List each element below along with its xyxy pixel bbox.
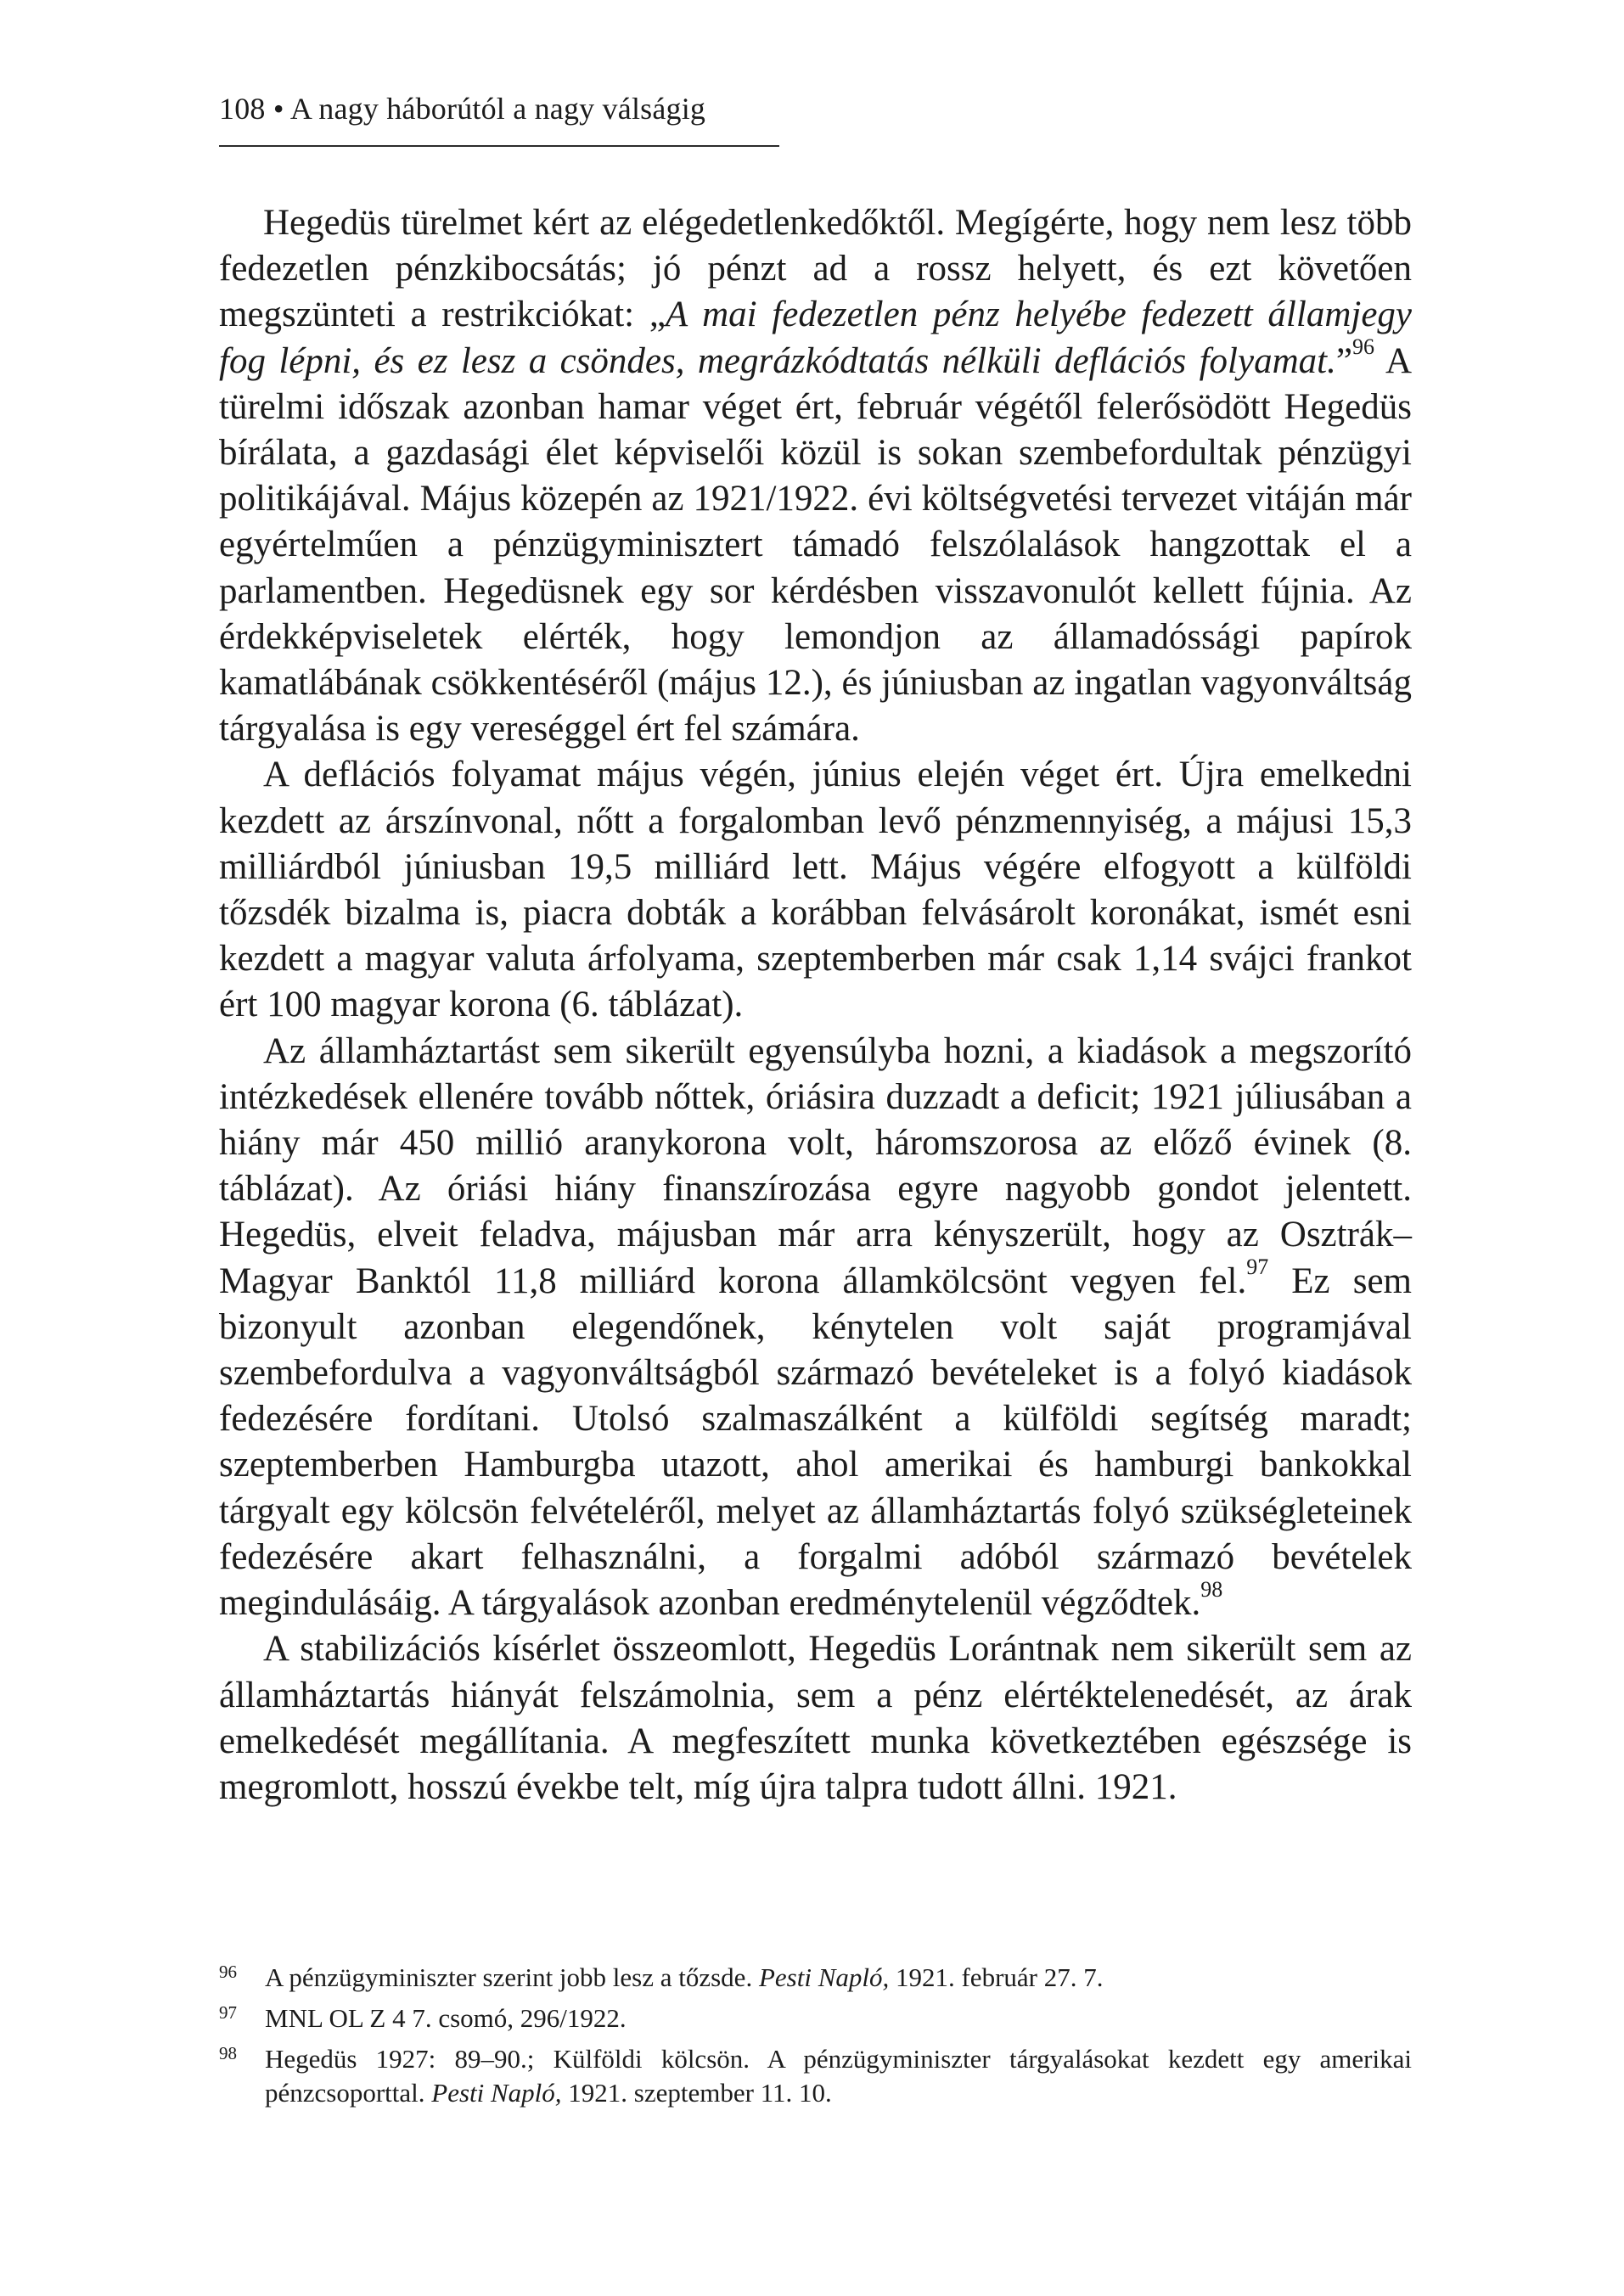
source-title: Pesti Napló, xyxy=(431,2078,562,2108)
footnote: 96 A pénzügyminiszter szerint jobb lesz a tőzsde. Pesti Napló, 1921. február 27. 7. xyxy=(219,1961,1412,1995)
footnote-number: 96 xyxy=(219,1962,237,1982)
footnote-ref[interactable]: 96 xyxy=(1351,334,1374,360)
header-rule xyxy=(219,145,779,147)
page-number: 108 xyxy=(219,92,266,126)
header-separator: • xyxy=(273,92,284,126)
paragraph: Hegedüs türelmet kért az elégedetlenkedőktől. Megígérte, hogy nem lesz több fedezetlen pénzkibocsátás; jó pénzt ad a rossz helyett, és ezt követően megszünteti a restrikciókat: „A mai fedezetlen pénz helyébe fedezett államjegy fog lépni, és ez lesz a csöndes, megrázkódtatás nélküli deflációs folyamat.”$^{96}$ A türelmi időszak azonban hamar véget ért, február végétől felerősödött Hegedüs bírálata, a gazdasági élet képviselői közül is sokan szembefordultak pénzügyi politikájával. Május közepén az 1921/1922. évi költségvetési tervezet vitáján már egyértelműen a pénzügyminisztert támadó felszólalások hangzottak el a parlamentben. Hegedüsnek egy sor kérdésben visszavonulót kellett fújnia. Az érdekképviseletek elérték, hogy lemondjon az államadóssági papírok kamatlábának csökkentéséről (május 12.), és júniusban az ingatlan vagyonváltság tárgyalása is egy vereséggel ért fel számára. xyxy=(219,203,1413,749)
body-text xyxy=(219,200,1412,1810)
paragraph: A deflációs folyamat május végén, június elején véget ért. Újra emelkedni kezdett az árszínvonal, nőtt a forgalomban levő pénzmennyiség, a májusi 15,3 milliárdból júniusban 19,5 milliárd lett. Május végére elfogyott a külföldi tőzsdék bizalma is, piacra dobták a korábban felvásárolt koronákat, ismét esni kezdett a magyar valuta árfolyama, szeptemberben már csak 1,14 svájci frankot ért 100 magyar korona (6. táblázat). xyxy=(219,755,1412,1025)
running-head xyxy=(219,88,705,129)
footnote: 97 MNL OL Z 4 7. csomó, 296/1922. xyxy=(219,2001,1412,2035)
footnote: 98 Hegedüs 1927: 89–90.; Külföldi kölcsön. A pénzügyminiszter tárgyalásokat kezdett egy amerikai pénzcsoporttal. Pesti Napló, 1921. szeptember 11. 10. xyxy=(219,2042,1412,2110)
footnotes xyxy=(219,1961,1412,2117)
footnote-ref[interactable]: 97 xyxy=(1246,1255,1269,1280)
paragraph: Az államháztartást sem sikerült egyensúlyba hozni, a kiadások a megszorító intézkedések ellenére tovább nőttek, óriásira duzzadt a deficit; 1921 júliusában a hiány már 450 millió aranykorona volt, háromszorosa az előző évinek (8. táblázat). Az óriási hiány finanszírozása egyre nagyobb gondot jelentett. Hegedüs, elveit feladva, májusban már arra kényszerült, hogy az Osztrák–Magyar Banktól 11,8 milliárd korona államkölcsönt vegyen fel.$^{97}$ Ez sem bizonyult azonban elegendőnek, kénytelen volt saját programjával szembefordulva a vagyonváltságból származó bevételeket is a folyó kiadások fedezésére fordítani. Utolsó szalmaszálként a külföldi segítség maradt; szeptemberben Hamburgba utazott, ahol amerikai és hamburgi bankokkal tárgyalt egy kölcsön felvételéről, melyet az államháztartás folyó szükségleteinek fedezésére akart felhasználni, a forgalmi adóból származó bevételek megindulásáig. A tárgyalások azonban eredménytelenül végződtek.$^{98}$ xyxy=(219,1030,1412,1624)
quotation: A mai fedezetlen pénz helyébe fedezett államjegy fog lépni, és ez lesz a csöndes, megrázkódtatás nélküli deflációs folyamat. xyxy=(219,295,1412,381)
paragraph: A stabilizációs kísérlet összeomlott, Hegedüs Lorántnak nem sikerült sem az államháztartás hiányát felszámolnia, sem a pénz elértéktelenedését, az árak emelkedését megállítania. A megfeszített munka következtében egészsége is megromlott, hosszú évekbe telt, míg újra talpra tudott állni. 1921. xyxy=(219,1629,1412,1807)
footnote-number: 98 xyxy=(219,2043,237,2063)
source-title: Pesti Napló, xyxy=(758,1962,890,1992)
book-title: A nagy háborútól a nagy válságig xyxy=(289,92,706,126)
footnote-number: 97 xyxy=(219,2002,237,2023)
footnote-ref[interactable]: 98 xyxy=(1200,1576,1223,1602)
